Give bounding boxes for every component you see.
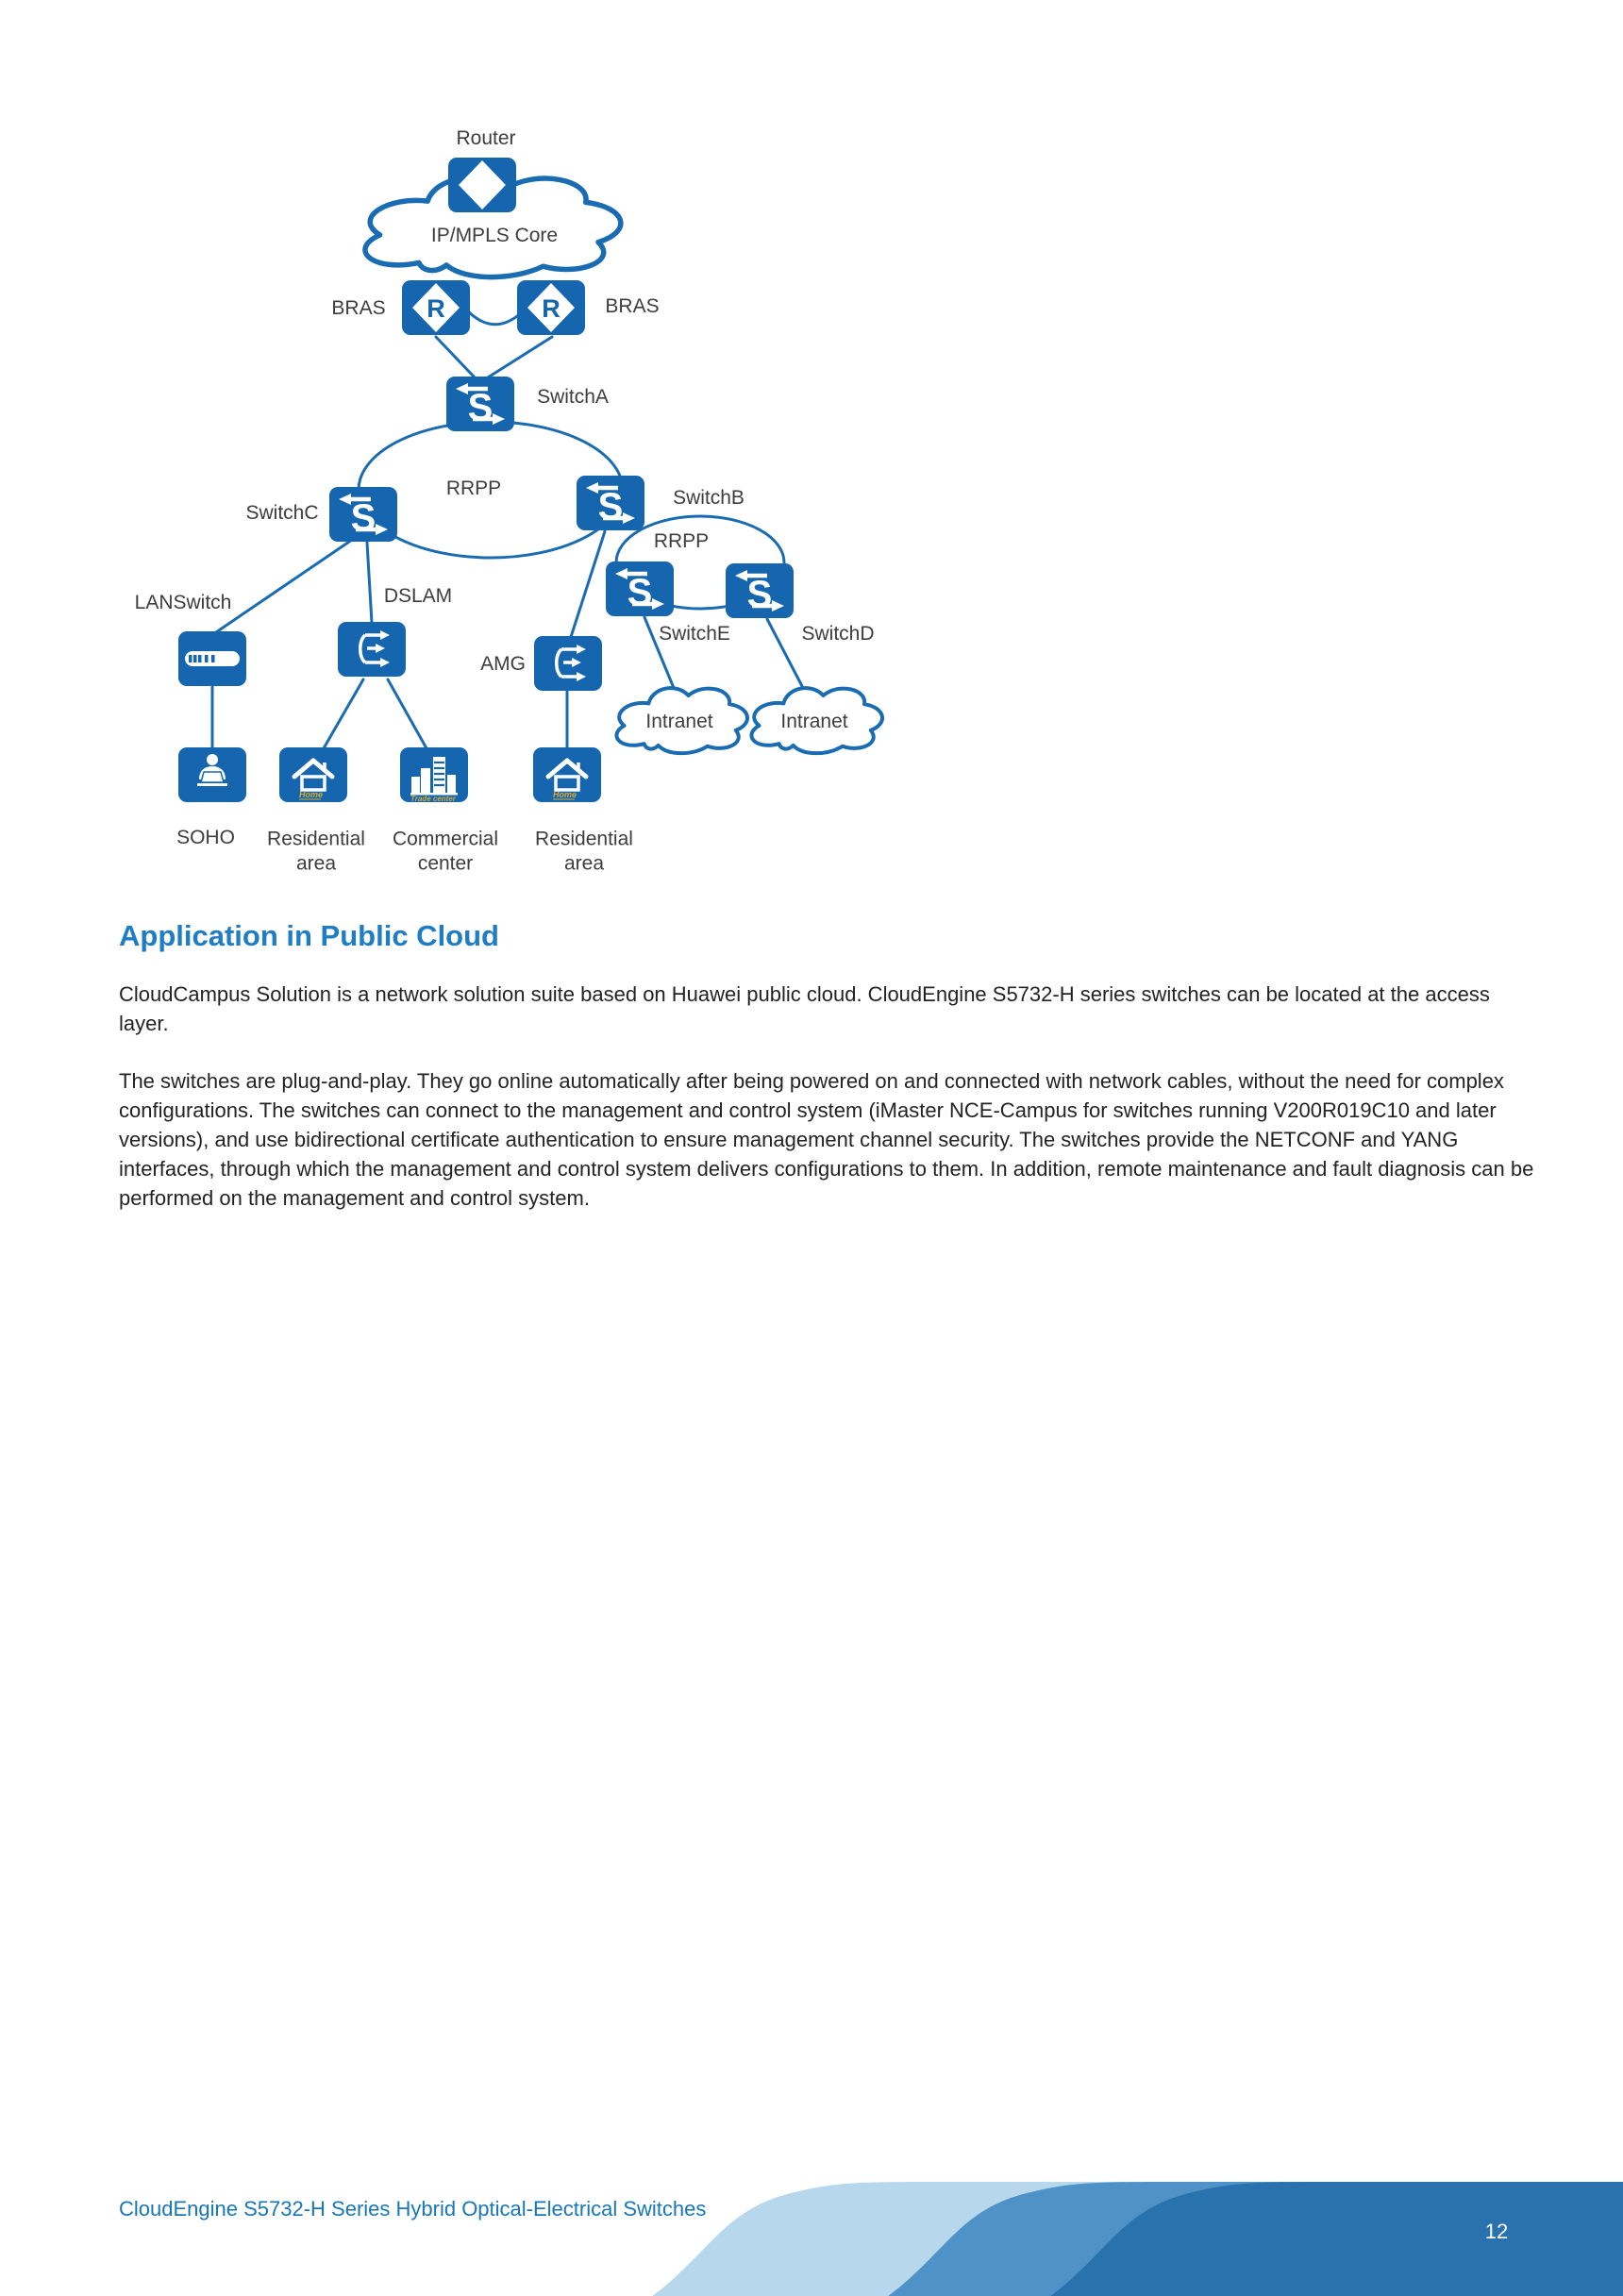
svg-text:S: S (467, 387, 494, 428)
svg-text:S: S (350, 497, 376, 539)
label-rrpp-main: RRPP (445, 478, 502, 500)
topology-labels (123, 75, 896, 906)
label-rrpp-sub: RRPP (653, 530, 710, 553)
network-topology-diagram (123, 75, 896, 906)
label-lanswitch: LANSwitch (134, 592, 232, 614)
svg-text:R: R (542, 294, 561, 323)
label-dslam: DSLAM (383, 585, 453, 608)
label-bras-left: BRAS (331, 297, 386, 320)
paragraph-cloudcampus: CloudCampus Solution is a network solution suite based on Huawei public cloud. CloudEngine S5732-H series switches can be located at the access layer. (119, 982, 1490, 1035)
home-badge: Home (553, 790, 577, 799)
label-intranet-left: Intranet (645, 711, 713, 733)
trade-center-badge: Trade center (410, 795, 456, 803)
label-residential-1: Residential area (267, 828, 365, 874)
label-switch-e: SwitchE (659, 623, 730, 645)
footer-document-title: CloudEngine S5732-H Series Hybrid Optical-Electrical Switches (119, 2197, 707, 2221)
svg-text:R: R (427, 294, 445, 323)
label-ip-mpls-core: IP/MPLS Core (430, 225, 559, 247)
svg-text:S: S (746, 574, 773, 615)
label-intranet-right: Intranet (780, 711, 848, 733)
section-heading: Application in Public Cloud (119, 919, 499, 952)
label-switch-b: SwitchB (673, 487, 745, 510)
label-switch-d: SwitchD (801, 623, 875, 645)
label-amg: AMG (480, 653, 526, 676)
label-bras-right: BRAS (605, 295, 660, 318)
label-switch-a: SwitchA (537, 386, 609, 409)
label-residential-2: Residential area (535, 828, 633, 874)
home-badge: Home (299, 790, 324, 799)
paragraph-plug-and-play: The switches are plug-and-play. They go online automatically after being powered on and connected with network cables, without the need for complex configurations. The switches can connect to the management and control system (iMaster NCE-Campus for switches running V200R019C10 and later versions), and use bidirectional certificate authentication to ensure management channel security. The switches provide the NETCONF and YANG interfaces, through which the management and control system delivers configurations to them. In addition, remote maintenance and fault diagnosis can be performed on the management and control system. (119, 1069, 1534, 1210)
label-switch-c: SwitchC (245, 502, 319, 525)
label-router: Router (456, 127, 516, 150)
svg-text:S: S (597, 486, 624, 528)
label-soho: SOHO (176, 827, 235, 849)
svg-text:S: S (627, 572, 653, 613)
label-commercial: Commercial center (392, 828, 498, 874)
page-number: 12 (1484, 2220, 1509, 2243)
